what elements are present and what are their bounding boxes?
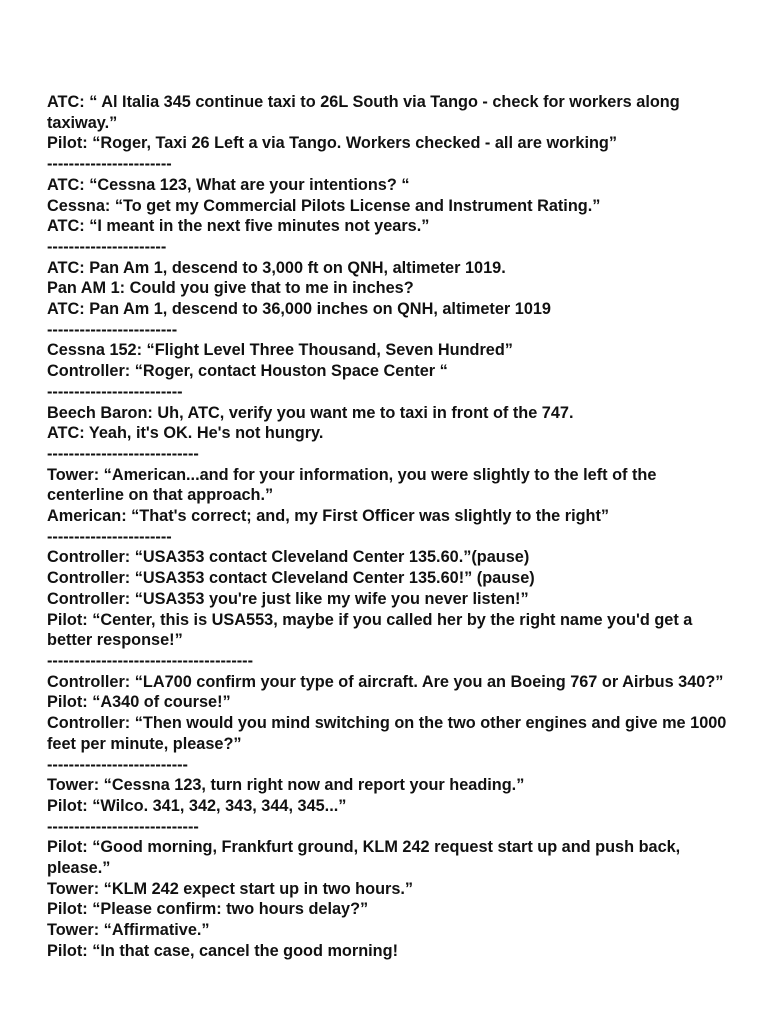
text-line: Controller: “Then would you mind switching on the two other engines and give me 1000 feet per minute, please?” [47,714,731,753]
text-line: Controller: “Roger, contact Houston Space Center “ [47,362,448,381]
text-line: Pilot: “Please confirm: two hours delay?” [47,900,369,919]
text-line: Pilot: “A340 of course!” [47,693,231,712]
text-line: ATC: “I meant in the next five minutes not years.” [47,217,430,236]
text-line: Tower: “KLM 242 expect start up in two hours.” [47,879,414,898]
text-line: Pilot: “In that case, cancel the good morning! [47,941,398,960]
separator-line: ----------------------- [47,155,172,174]
separator-line: -------------------------- [47,755,188,774]
text-line: ATC: “Cessna 123, What are your intentions? “ [47,175,410,194]
text-line: ATC: Pan Am 1, descend to 3,000 ft on QNH, altimeter 1019. [47,258,506,277]
text-line: Beech Baron: Uh, ATC, verify you want me to taxi in front of the 747. [47,403,574,422]
text-line: ATC: Yeah, it's OK. He's not hungry. [47,424,324,443]
text-line: Pilot: “Good morning, Frankfurt ground, KLM 242 request start up and push back, please.” [47,838,685,878]
separator-line: ---------------------- [47,237,167,256]
separator-line: ---------------------------- [47,817,199,836]
text-line: Controller: “USA353 contact Cleveland Center 135.60!” (pause) [47,569,535,588]
text-line: Controller: “LA700 confirm your type of aircraft. Are you an Boeing 767 or Airbus 340?” [47,672,724,691]
text-line: Controller: “USA353 you're just like my wife you never listen!” [47,589,529,608]
separator-line: ------------------------ [47,320,178,339]
text-line: Controller: “USA353 contact Cleveland Center 135.60.”(pause) [47,548,530,567]
text-line: Pilot: “Roger, Taxi 26 Left a via Tango. Workers checked - all are working” [47,134,618,153]
text-line: Cessna 152: “Flight Level Three Thousand, Seven Hundred” [47,341,513,360]
text-line: American: “That's correct; and, my First Officer was slightly to the right” [47,507,610,526]
text-line: ATC: “ Al Italia 345 continue taxi to 26L South via Tango - check for workers along taxiway.” [47,93,685,132]
text-line: Pan AM 1: Could you give that to me in inches? [47,279,414,298]
text-line: Cessna: “To get my Commercial Pilots License and Instrument Rating.” [47,196,601,215]
separator-line: ------------------------- [47,382,183,401]
text-line: ATC: Pan Am 1, descend to 36,000 inches on QNH, altimeter 1019 [47,300,551,319]
separator-line: ----------------------- [47,527,172,546]
text-line: Tower: “Affirmative.” [47,921,210,940]
document-body [47,92,737,962]
separator-line: ---------------------------- [47,444,199,463]
text-line: Pilot: “Center, this is USA553, maybe if you called her by the right name you'd get a better response!” [47,610,697,650]
text-line: Tower: “Cessna 123, turn right now and report your heading.” [47,776,525,795]
separator-line: -------------------------------------- [47,651,254,670]
text-line: Pilot: “Wilco. 341, 342, 343, 344, 345...” [47,796,347,815]
text-line: Tower: “American...and for your information, you were slightly to the left of the centerline on that approach.” [47,465,661,505]
